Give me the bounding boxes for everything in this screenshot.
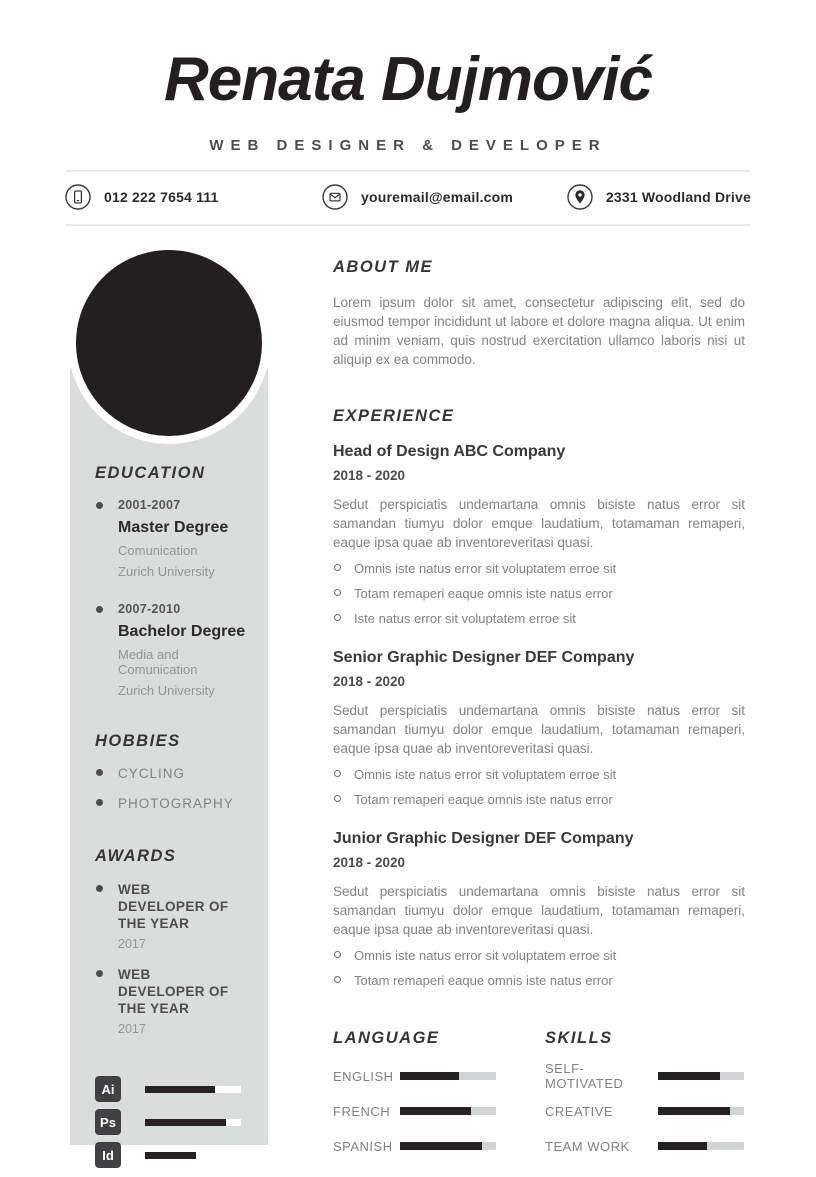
level-bar-track bbox=[400, 1107, 496, 1115]
level-bar-track bbox=[400, 1072, 496, 1080]
contact-bar bbox=[65, 183, 751, 211]
awards-heading: AWARDS bbox=[95, 847, 177, 865]
job-description: Sedut perspiciatis undemartana omnis bisiste natus error sit samandan tiumyu dolor emque laudatium, totamaman remaperi, eaque ipsa quae ab inventoreveritasi quasi. bbox=[333, 703, 745, 756]
experience-entry bbox=[333, 443, 745, 627]
education-entry bbox=[95, 602, 246, 698]
bullet-dot-icon bbox=[96, 502, 103, 509]
level-bar-track bbox=[400, 1142, 496, 1150]
language-row bbox=[333, 1138, 545, 1154]
job-bullet-list bbox=[333, 767, 745, 808]
location-pin-icon bbox=[567, 184, 593, 210]
award-title: WEB DEVELOPER OF THE YEAR bbox=[118, 967, 229, 1016]
award-year: 2017 bbox=[118, 937, 146, 951]
hobby-label: CYCLING bbox=[118, 766, 186, 781]
person-job-title: WEB DESIGNER & DEVELOPER bbox=[209, 137, 607, 154]
job-bullet-text: Omnis iste natus error sit voluptatem erroe sit bbox=[354, 767, 617, 782]
level-bar-track bbox=[658, 1107, 744, 1115]
job-bullet-list bbox=[333, 561, 745, 627]
education-heading: EDUCATION bbox=[95, 464, 206, 482]
experience-entry bbox=[333, 649, 745, 808]
about-heading: ABOUT ME bbox=[333, 258, 433, 276]
education-field: Comunication bbox=[118, 543, 198, 558]
skill-bar-track bbox=[145, 1152, 241, 1159]
sidebar bbox=[70, 368, 268, 1163]
job-dates: 2018 - 2020 bbox=[333, 674, 406, 689]
job-bullet-text: Omnis iste natus error sit voluptatem erroe sit bbox=[354, 561, 617, 576]
level-bar-track bbox=[658, 1142, 744, 1150]
language-label: FRENCH bbox=[333, 1103, 391, 1119]
hobby-item bbox=[95, 796, 246, 811]
job-dates: 2018 - 2020 bbox=[333, 855, 406, 870]
skill-row bbox=[545, 1061, 745, 1091]
skill-row bbox=[545, 1138, 745, 1154]
circle-bullet-icon bbox=[334, 564, 341, 571]
job-bullet-text: Totam remaperi eaque omnis iste natus error bbox=[354, 792, 613, 807]
skill-label: CREATIVE bbox=[545, 1103, 614, 1119]
language-row bbox=[333, 1103, 545, 1119]
circle-bullet-icon bbox=[334, 951, 341, 958]
divider-bottom bbox=[65, 224, 751, 226]
hobbies-section bbox=[95, 732, 246, 811]
contact-address-label: 2331 Woodland Drive bbox=[605, 189, 751, 205]
job-bullet bbox=[333, 973, 745, 989]
job-bullet-text: Totam remaperi eaque omnis iste natus error bbox=[354, 973, 613, 988]
education-field: Media and Comunication bbox=[118, 647, 198, 677]
job-dates: 2018 - 2020 bbox=[333, 468, 406, 483]
main-column bbox=[333, 258, 745, 1177]
skill-bar-fill bbox=[145, 1086, 215, 1093]
job-bullet bbox=[333, 586, 745, 602]
about-text: Lorem ipsum dolor sit amet, consectetur adipiscing elit, sed do eiusmod tempor incididunt ut labore et dolore magna aliqua. Ut enim ad minim veniam, quis nostrud exercitation ullamco laboris nisi ut aliquip ex ea commodo. bbox=[333, 295, 745, 367]
education-entry bbox=[95, 498, 246, 579]
contact-email-label: youremail@email.com bbox=[361, 189, 514, 205]
education-degree: Master Degree bbox=[118, 519, 229, 536]
indesign-badge-icon: Id bbox=[95, 1142, 121, 1168]
education-school: Zurich University bbox=[118, 683, 215, 698]
job-title: Head of Design ABC Company bbox=[333, 443, 566, 460]
contact-email[interactable] bbox=[322, 183, 513, 211]
skill-label: SELF-MOTIVATED bbox=[545, 1061, 624, 1091]
software-skill-row bbox=[95, 1109, 246, 1135]
level-bar-fill bbox=[400, 1107, 471, 1115]
hobby-item bbox=[95, 766, 246, 781]
education-years: 2001-2007 bbox=[118, 498, 181, 512]
hobbies-heading: HOBBIES bbox=[95, 732, 181, 750]
job-bullet-list bbox=[333, 948, 745, 989]
software-skill-row bbox=[95, 1076, 246, 1102]
level-bar-fill bbox=[658, 1142, 707, 1150]
software-skill-row bbox=[95, 1142, 246, 1168]
education-school: Zurich University bbox=[118, 564, 215, 579]
person-name: Renata Dujmović bbox=[163, 45, 653, 114]
language-label: SPANISH bbox=[333, 1138, 393, 1154]
language-heading: LANGUAGE bbox=[333, 1029, 440, 1047]
circle-bullet-icon bbox=[334, 795, 341, 802]
skill-bar-fill bbox=[145, 1152, 196, 1159]
job-description: Sedut perspiciatis undemartana omnis bisiste natus error sit samandan tiumyu dolor emque laudatium, totamaman remaperi, eaque ipsa quae ab inventoreveritasi quasi. bbox=[333, 884, 745, 937]
bullet-dot-icon bbox=[96, 885, 103, 892]
job-title: Junior Graphic Designer DEF Company bbox=[333, 830, 634, 847]
level-bar-track bbox=[658, 1072, 744, 1080]
software-skills-section bbox=[95, 1076, 246, 1168]
skill-label: TEAM WORK bbox=[545, 1138, 630, 1154]
skill-row bbox=[545, 1103, 745, 1119]
language-label: ENGLISH bbox=[333, 1068, 394, 1084]
award-entry bbox=[95, 966, 246, 1036]
award-entry bbox=[95, 881, 246, 951]
circle-bullet-icon bbox=[334, 770, 341, 777]
job-description: Sedut perspiciatis undemartana omnis bisiste natus error sit samandan tiumyu dolor emque laudatium, totamaman remaperi, eaque ipsa quae ab inventoreveritasi quasi. bbox=[333, 497, 745, 550]
language-row bbox=[333, 1068, 545, 1084]
level-bar-fill bbox=[400, 1072, 459, 1080]
phone-icon bbox=[65, 184, 91, 210]
divider-top bbox=[65, 170, 751, 172]
contact-phone-label: 012 222 7654 111 bbox=[104, 189, 219, 205]
language-bars bbox=[333, 1068, 545, 1154]
education-years: 2007-2010 bbox=[118, 602, 181, 616]
job-bullet bbox=[333, 948, 745, 964]
skills-column bbox=[545, 1029, 745, 1177]
contact-address bbox=[567, 183, 751, 211]
level-bar-fill bbox=[400, 1142, 482, 1150]
job-bullet-text: Omnis iste natus error sit voluptatem erroe sit bbox=[354, 948, 617, 963]
circle-bullet-icon bbox=[334, 589, 341, 596]
job-bullet-text: Iste natus error sit voluptatem erroe sit bbox=[354, 611, 576, 626]
job-bullet bbox=[333, 611, 745, 627]
mail-icon bbox=[322, 184, 348, 210]
awards-section bbox=[95, 847, 246, 1036]
bullet-dot-icon bbox=[96, 769, 103, 776]
job-title: Senior Graphic Designer DEF Company bbox=[333, 649, 635, 666]
skill-bar-track bbox=[145, 1119, 241, 1126]
contact-phone[interactable] bbox=[65, 183, 219, 211]
education-degree: Bachelor Degree bbox=[118, 623, 246, 640]
circle-bullet-icon bbox=[334, 976, 341, 983]
skills-bars bbox=[545, 1061, 745, 1154]
job-bullet-text: Totam remaperi eaque omnis iste natus error bbox=[354, 586, 613, 601]
language-column bbox=[333, 1029, 545, 1177]
photoshop-badge-icon: Ps bbox=[95, 1109, 121, 1135]
level-bar-fill bbox=[658, 1072, 720, 1080]
circle-bullet-icon bbox=[334, 614, 341, 621]
hobby-label: PHOTOGRAPHY bbox=[118, 796, 234, 811]
award-title: WEB DEVELOPER OF THE YEAR bbox=[118, 882, 229, 931]
bullet-dot-icon bbox=[96, 970, 103, 977]
job-bullet bbox=[333, 767, 745, 783]
experience-heading: EXPERIENCE bbox=[333, 407, 455, 425]
illustrator-badge-icon: Ai bbox=[95, 1076, 121, 1102]
level-bar-fill bbox=[658, 1107, 730, 1115]
skill-bar-fill bbox=[145, 1119, 226, 1126]
language-skills-section bbox=[333, 1029, 745, 1177]
job-bullet bbox=[333, 792, 745, 808]
experience-entry bbox=[333, 830, 745, 989]
skill-bar-track bbox=[145, 1086, 241, 1093]
skills-heading: SKILLS bbox=[545, 1029, 613, 1047]
bullet-dot-icon bbox=[96, 799, 103, 806]
job-bullet bbox=[333, 561, 745, 577]
bullet-dot-icon bbox=[96, 606, 103, 613]
award-year: 2017 bbox=[118, 1022, 146, 1036]
